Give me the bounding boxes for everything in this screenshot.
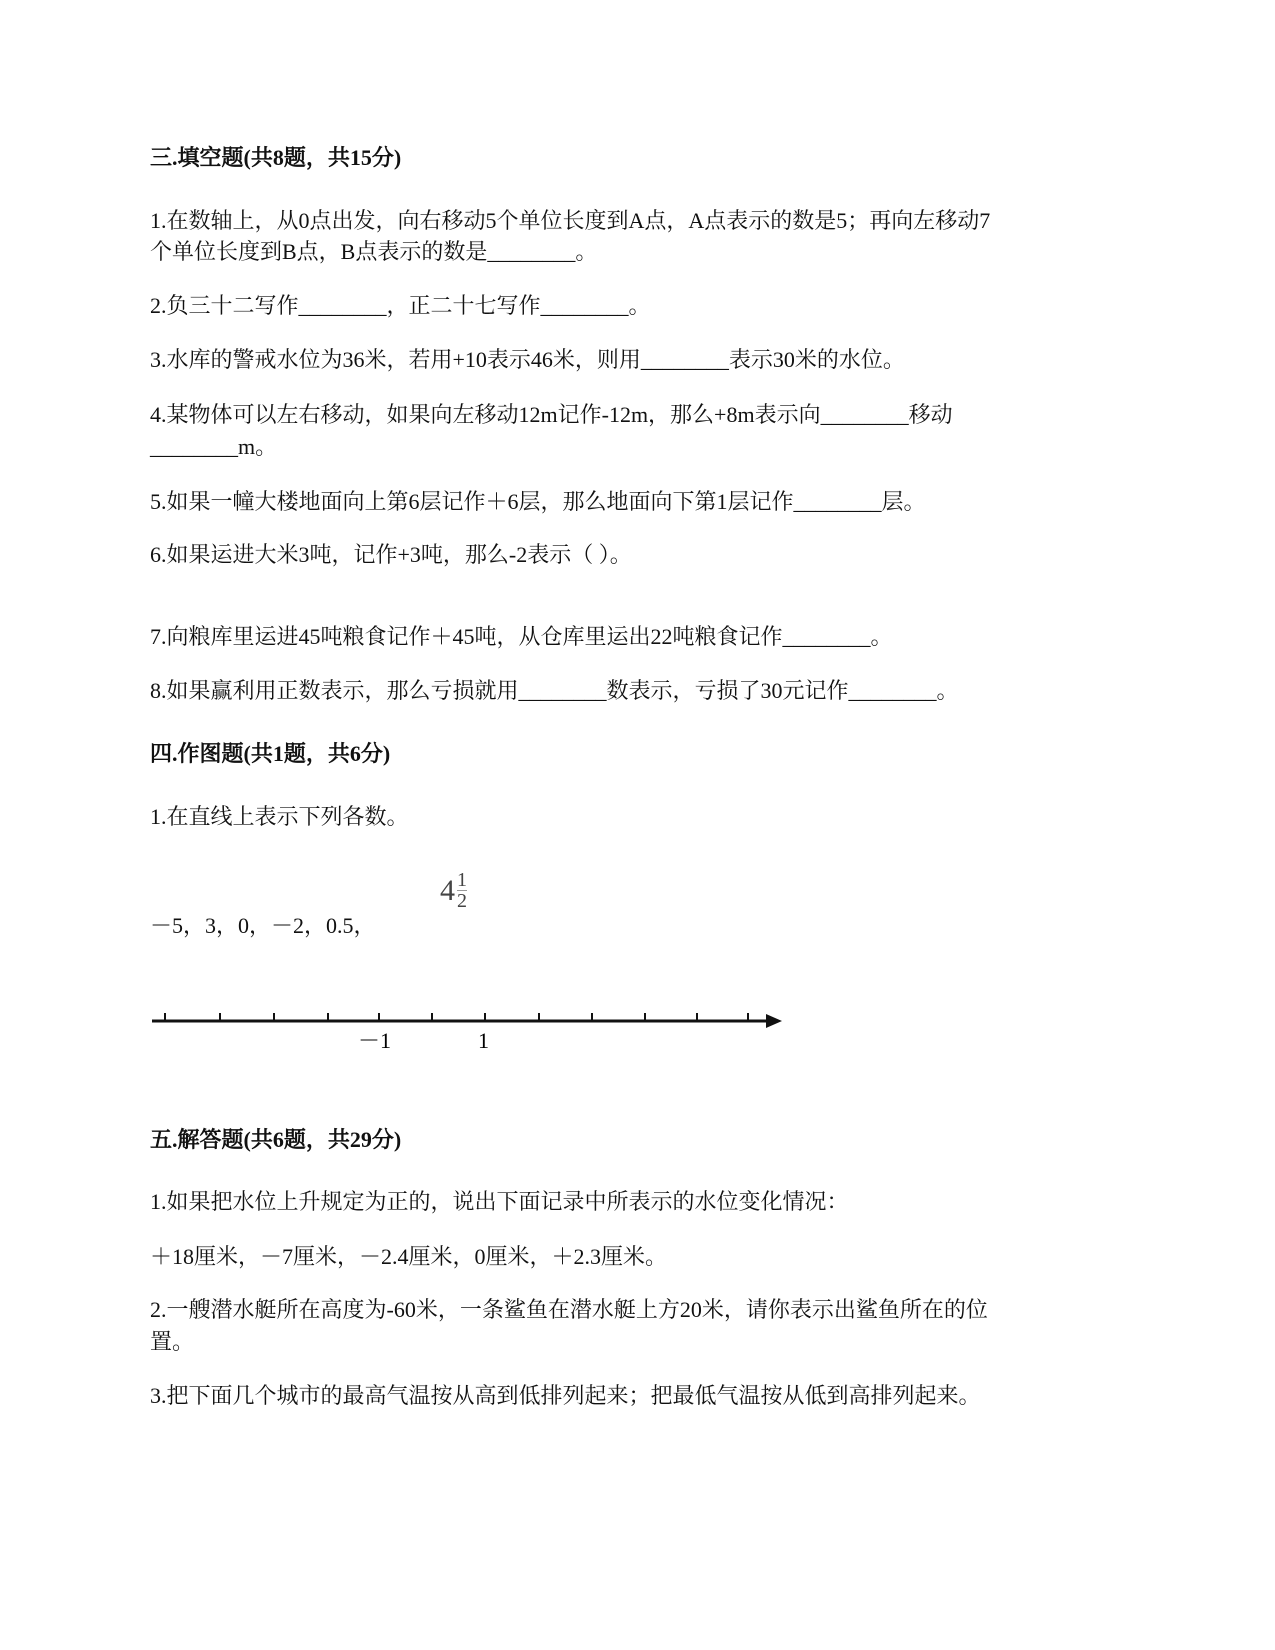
numbers-list: －5，3，0，－2，0.5， (150, 913, 376, 938)
q3-4-line2: ________m。 (150, 434, 278, 459)
q5-1-values: ＋18厘米，－7厘米，－2.4厘米，0厘米，＋2.3厘米。 (150, 1244, 668, 1269)
q3-2: 2.负三十二写作________，正二十七写作________。 (150, 293, 651, 318)
section-3-title: 三.填空题(共8题，共15分) (150, 145, 402, 170)
q3-5: 5.如果一幢大楼地面向上第6层记作＋6层，那么地面向下第1层记作________层。 (150, 489, 926, 514)
q3-7: 7.向粮库里运进45吨粮食记作＋45吨，从仓库里运出22吨粮食记作________。 (150, 624, 893, 649)
mixed-denominator: 2 (457, 890, 467, 912)
axis-arrow (766, 1014, 782, 1028)
q3-8: 8.如果赢利用正数表示，那么亏损就用________数表示，亏损了30元记作________。 (150, 678, 959, 703)
q3-6: 6.如果运进大米3吨，记作+3吨，那么-2表示（ ）。 (150, 542, 632, 567)
section-5-title: 五.解答题(共6题，共29分) (150, 1127, 402, 1152)
q3-1-line1: 1.在数轴上，从0点出发，向右移动5个单位长度到A点，A点表示的数是5；再向左移动7 (150, 208, 991, 233)
mixed-numerator: 1 (457, 869, 467, 891)
axis-label-1: 1 (478, 1028, 489, 1053)
q3-1-line2: 个单位长度到B点，B点表示的数是________。 (150, 239, 598, 264)
q5-2-line2: 置。 (150, 1329, 195, 1354)
q4-1: 1.在直线上表示下列各数。 (150, 804, 409, 829)
section-4-title: 四.作图题(共1题，共6分) (150, 741, 391, 766)
q3-4-line1: 4.某物体可以左右移动，如果向左移动12m记作-12m，那么+8m表示向________移动 (150, 402, 953, 427)
q5-1: 1.如果把水位上升规定为正的，说出下面记录中所表示的水位变化情况： (150, 1189, 849, 1214)
mixed-whole: 4 (440, 873, 455, 907)
axis-label-neg1: －1 (358, 1028, 392, 1053)
q3-3: 3.水库的警戒水位为36米，若用+10表示46米，则用________表示30米的水位。 (150, 347, 905, 372)
q5-3: 3.把下面几个城市的最高气温按从高到低排列起来；把最低气温按从低到高排列起来。 (150, 1383, 981, 1408)
q5-2-line1: 2.一艘潜水艇所在高度为-60米，一条鲨鱼在潜水艇上方20米，请你表示出鲨鱼所在的位 (150, 1297, 988, 1322)
